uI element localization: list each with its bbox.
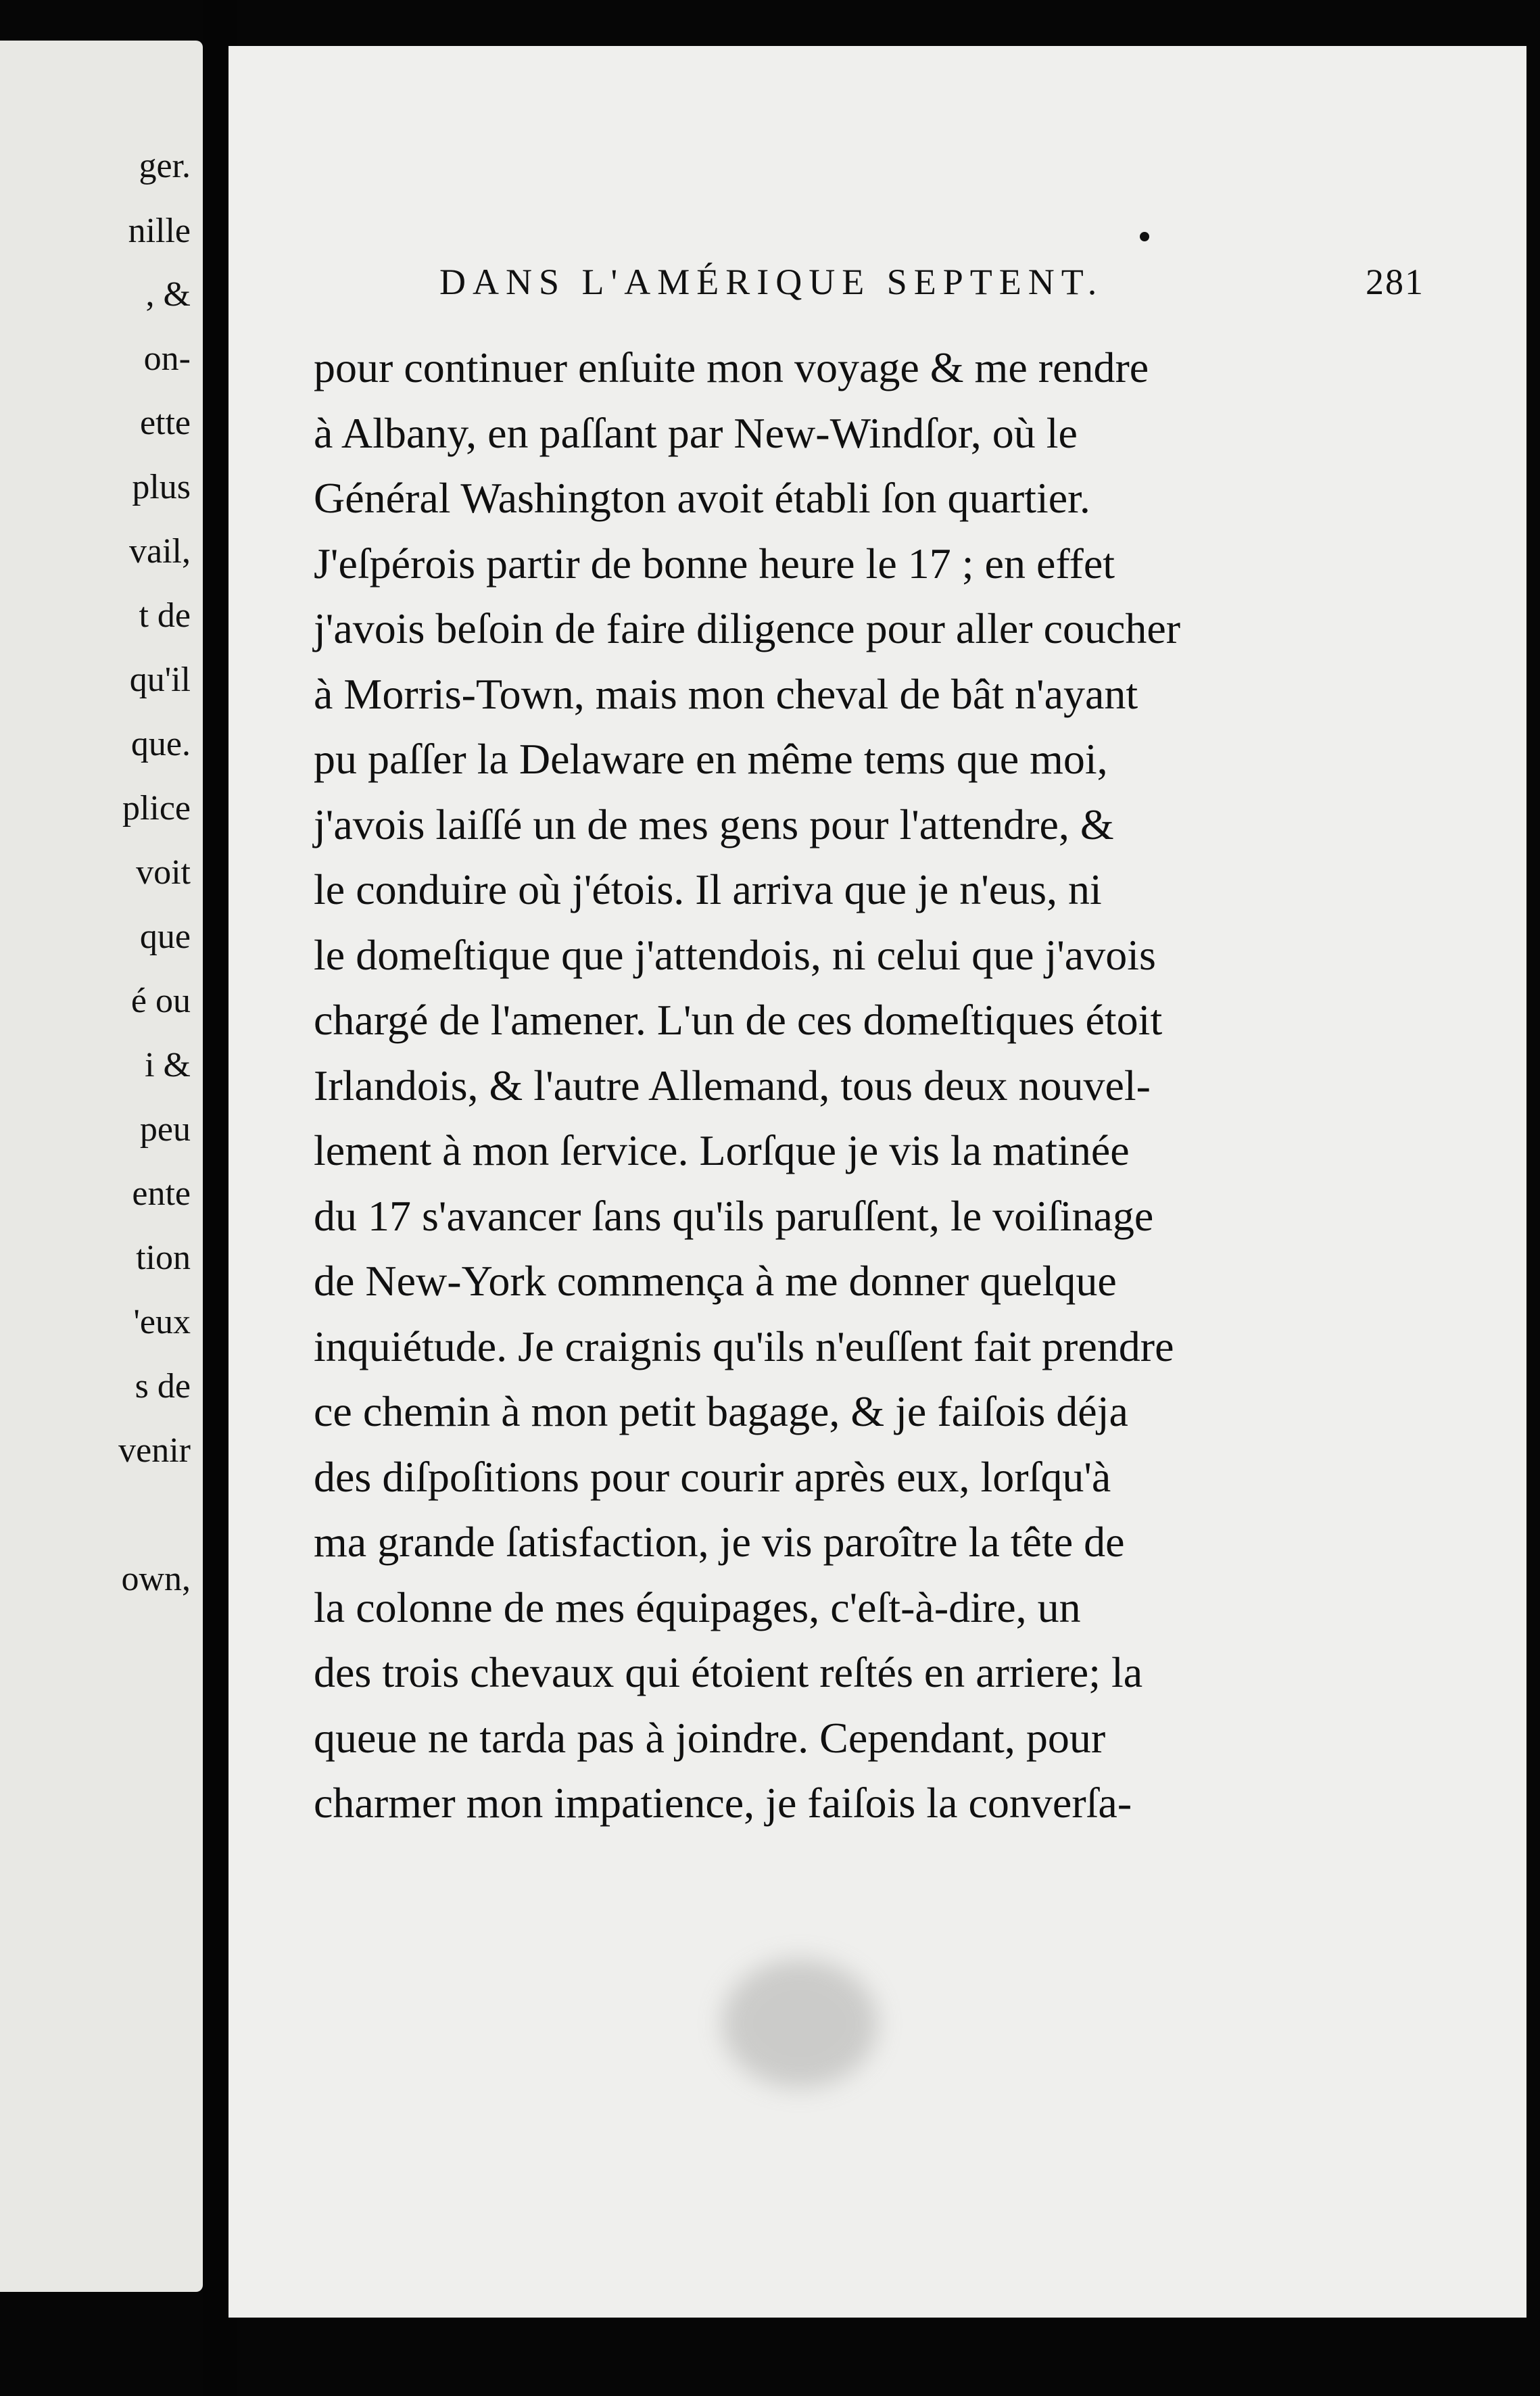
text-line: j'avois laiſſé un de mes gens pour l'attendre, &	[314, 800, 1114, 848]
body-text	[314, 335, 1463, 1836]
facing-page-line: ente	[132, 1174, 191, 1213]
facing-page-line: s de	[135, 1367, 191, 1406]
text-line: charmer mon impatience, je faiſois la converſa-	[314, 1779, 1132, 1827]
text-line: ce chemin à mon petit bagage, & je faiſois déja	[314, 1387, 1128, 1435]
facing-page-line: , &	[145, 275, 191, 314]
text-line: lement à mon ſervice. Lorſque je vis la matinée	[314, 1126, 1130, 1174]
text-line: ma grande ſatisfaction, je vis paroître la tête de	[314, 1518, 1125, 1566]
facing-page-line: t de	[139, 596, 191, 635]
running-head	[439, 261, 1453, 303]
facing-page-line: é ou	[130, 982, 191, 1020]
printer-mark	[1140, 232, 1149, 241]
text-line: la colonne de mes équipages, c'eſt-à-dire, un	[314, 1583, 1081, 1631]
text-line: de New-York commença à me donner quelque	[314, 1257, 1117, 1305]
text-line: à Albany, en paſſant par New-Windſor, où le	[314, 408, 1078, 457]
facing-page-line: qu'il	[129, 661, 191, 699]
text-line: Irlandois, & l'autre Allemand, tous deux nouvel-	[314, 1061, 1151, 1109]
text-line: à Morris-Town, mais mon cheval de bât n'ayant	[314, 669, 1138, 718]
facing-page-line: voit	[136, 853, 191, 892]
text-line: pour continuer enſuite mon voyage & me rendre	[314, 343, 1149, 391]
facing-page-line: plus	[132, 468, 191, 506]
facing-page-line: que.	[130, 725, 191, 763]
text-line: pu paſſer la Delaware en même tems que moi,	[314, 735, 1108, 783]
book-page	[228, 46, 1526, 2318]
text-line: Général Washington avoit établi ſon quartier.	[314, 474, 1090, 522]
text-line: des diſpoſitions pour courir après eux, lorſqu'à	[314, 1452, 1111, 1501]
facing-page-line: ette	[139, 404, 191, 442]
facing-page-line: que	[139, 917, 191, 956]
facing-page-line: vail,	[129, 532, 191, 571]
facing-page-line: venir	[118, 1431, 191, 1470]
facing-page-fragment	[0, 41, 203, 2292]
facing-page-line: plice	[122, 789, 191, 828]
text-line: J'eſpérois partir de bonne heure le 17 ; en effet	[314, 539, 1115, 588]
text-line: du 17 s'avancer ſans qu'ils paruſſent, le voiſinage	[314, 1191, 1154, 1240]
page-number: 281	[1366, 262, 1424, 302]
text-line: j'avois beſoin de faire diligence pour aller coucher	[314, 604, 1181, 652]
facing-page-line: own,	[121, 1560, 191, 1598]
text-line: inquiétude. Je craignis qu'ils n'euſſent fait prendre	[314, 1322, 1174, 1370]
text-line: le domeſtique que j'attendois, ni celui que j'avois	[314, 930, 1156, 979]
facing-page-line: on-	[143, 339, 191, 378]
text-line: des trois chevaux qui étoient reſtés en arriere; la	[314, 1648, 1143, 1696]
facing-page-line: ger.	[139, 147, 191, 185]
facing-page-line: peu	[139, 1110, 191, 1149]
text-line: queue ne tarda pas à joindre. Cependant, pour	[314, 1713, 1106, 1762]
facing-page-line: 'eux	[133, 1303, 191, 1341]
text-line: le conduire où j'étois. Il arriva que je n'eus, ni	[314, 865, 1102, 913]
text-line: chargé de l'amener. L'un de ces domeſtiques étoit	[314, 996, 1163, 1044]
running-head-title: DANS L'AMÉRIQUE SEPTENT.	[439, 262, 1104, 302]
facing-page-line: nille	[128, 212, 191, 250]
facing-page-line: tion	[136, 1239, 191, 1277]
paper-stain	[722, 1959, 877, 2088]
facing-page-line: i &	[145, 1046, 191, 1084]
